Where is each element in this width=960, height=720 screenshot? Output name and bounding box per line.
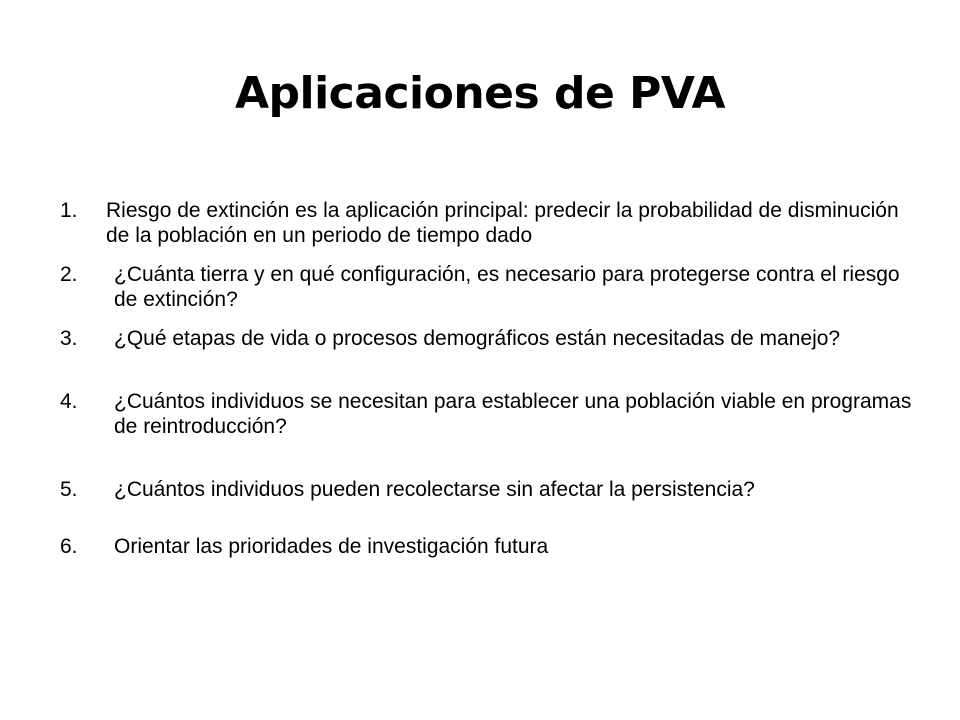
item-text: ¿Cuánta tierra y en qué configuración, es necesario para protegerse contra el riesgo de extinción? [114, 263, 900, 311]
list-item [60, 326, 920, 351]
item-number: 5. [60, 478, 78, 501]
item-text: ¿Qué etapas de vida o procesos demográficos están necesitadas de manejo? [114, 327, 841, 350]
list-item [60, 534, 920, 559]
item-number: 1. [60, 199, 78, 222]
list-item [60, 198, 920, 248]
item-text: Orientar las prioridades de investigación futura [114, 535, 549, 558]
list-item [60, 262, 920, 312]
item-text: ¿Cuántos individuos se necesitan para establecer una población viable en programas de reintroducción? [114, 390, 912, 438]
slide-title: Aplicaciones de PVA [234, 68, 726, 119]
list-item [60, 477, 920, 502]
item-number: 3. [60, 327, 78, 350]
item-number: 4. [60, 390, 78, 413]
list-item [60, 389, 920, 439]
applications-list [60, 198, 920, 559]
item-number: 6. [60, 535, 78, 558]
item-number: 2. [60, 263, 78, 286]
item-text: ¿Cuántos individuos pueden recolectarse sin afectar la persistencia? [114, 478, 755, 501]
item-text: Riesgo de extinción es la aplicación principal: predecir la probabilidad de disminución de la población en un periodo de tiempo dado [106, 199, 899, 247]
